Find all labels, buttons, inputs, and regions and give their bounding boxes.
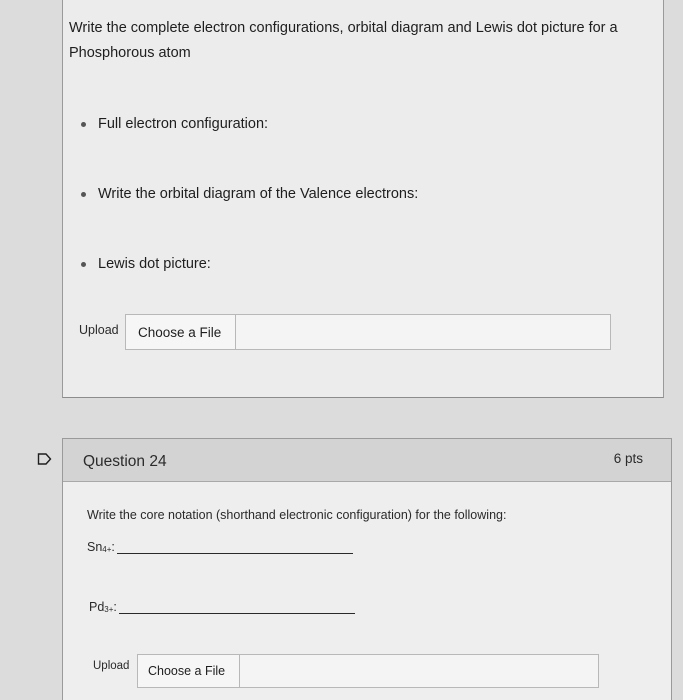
- bullet-full-config: [81, 116, 268, 132]
- bullet-full-config-label: Full electron configuration:: [98, 116, 269, 132]
- bullet-orbital-diagram: [81, 186, 418, 202]
- bullet-lewis-dot-label: Lewis dot picture:: [98, 256, 211, 272]
- question-points: 6 pts: [613, 450, 643, 466]
- upload-row: [79, 314, 611, 350]
- file-upload-field[interactable]: [137, 654, 599, 688]
- file-upload-field[interactable]: [125, 314, 611, 350]
- question-23-prompt: Write the complete electron configurations, orbital diagram and Lewis dot picture for a Phosphorous atom: [69, 20, 618, 61]
- file-name-display: [236, 315, 610, 349]
- question-title: Question 24: [83, 453, 167, 470]
- bullet-dot-icon: [81, 262, 86, 267]
- upload-row: [93, 654, 599, 688]
- ion-charge: 4+: [102, 545, 112, 554]
- bullet-dot-icon: [81, 122, 86, 127]
- choose-file-button[interactable]: Choose a File: [126, 315, 236, 349]
- answer-pd: [89, 600, 355, 614]
- element-symbol: Pd: [89, 600, 105, 614]
- answer-blank[interactable]: [119, 601, 355, 614]
- bullet-lewis-dot: [81, 256, 211, 272]
- bullet-dot-icon: [81, 192, 86, 197]
- bullet-orbital-diagram-label: Write the orbital diagram of the Valence electrons:: [98, 186, 419, 202]
- question-23-card: [62, 0, 664, 398]
- element-symbol: Sn: [87, 540, 103, 554]
- choose-file-button[interactable]: Choose a File: [138, 655, 240, 687]
- flag-question-icon[interactable]: [37, 453, 52, 465]
- answer-sn: [87, 540, 353, 554]
- question-24-instructions: Write the core notation (shorthand electronic configuration) for the following:: [87, 508, 507, 522]
- ion-charge: 3+: [104, 605, 114, 614]
- file-name-display: [240, 655, 598, 687]
- answer-blank[interactable]: [117, 541, 353, 554]
- question-24-header: [63, 439, 671, 482]
- upload-label: Upload: [93, 660, 130, 672]
- answer-colon: :: [113, 600, 117, 614]
- answer-colon: :: [111, 540, 115, 554]
- question-24-card: [62, 438, 672, 700]
- upload-label: Upload: [79, 323, 119, 337]
